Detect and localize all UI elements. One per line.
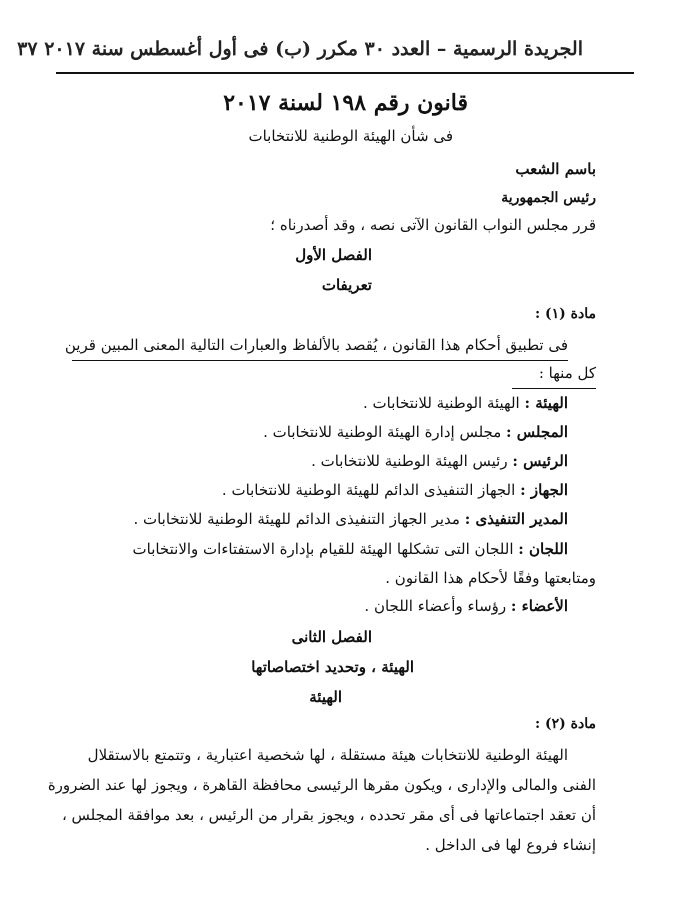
definition-text: ومتابعتها وفقًا لأحكام هذا القانون .: [385, 569, 596, 587]
definition-term: الهيئة :: [524, 394, 568, 412]
definition-text: اللجان التى تشكلها الهيئة للقيام بإدارة الاستفتاءات والانتخابات: [132, 540, 514, 558]
president-label: رئيس الجمهورية: [501, 190, 596, 206]
running-head: الجريدة الرسمية – العدد ٣٠ مكرر (ب) فى أول أغسطس سنة ٢٠١٧ ٣٧: [17, 38, 583, 60]
definition-term: اللجان :: [518, 540, 568, 558]
law-subtitle: فى شأن الهيئة الوطنية للانتخابات: [248, 127, 453, 145]
in-name-of: باسم الشعب: [515, 160, 596, 178]
definition-text: رئيس الهيئة الوطنية للانتخابات .: [311, 452, 508, 470]
definition-term: الجهاز :: [520, 481, 568, 499]
definition-text: مدير الجهاز التنفيذى الدائم للهيئة الوطنية للانتخابات .: [133, 510, 460, 528]
header-rule: [56, 72, 634, 74]
article2-label: مادة (٢) :: [534, 716, 596, 732]
enactment-line: قرر مجلس النواب القانون الآتى نصه ، وقد أصدرناه ؛: [270, 216, 596, 234]
definition-text: مجلس إدارة الهيئة الوطنية للانتخابات .: [263, 423, 502, 441]
definition-term: الرئيس :: [512, 452, 568, 470]
article2-line: إنشاء فروع لها فى الداخل .: [425, 836, 596, 854]
article2-line: أن تعقد اجتماعاتها فى أى مقر تحدده ، ويجوز بقرار من الرئيس ، بعد موافقة المجلس ،: [61, 806, 596, 824]
article1-intro-line2: كل منها :: [538, 364, 596, 382]
intro-underline-1: [72, 360, 568, 361]
chapter1-heading: الفصل الأول: [295, 246, 372, 264]
definition-row: [133, 510, 568, 528]
article2-line: الهيئة الوطنية للانتخابات هيئة مستقلة ، لها شخصية اعتبارية ، وتتمتع بالاستقلال: [87, 746, 568, 764]
definition-text: رؤساء وأعضاء اللجان .: [364, 597, 507, 615]
chapter1-subheading: تعريفات: [321, 276, 372, 294]
definition-row: [222, 481, 568, 499]
law-title: قانون رقم ١٩٨ لسنة ٢٠١٧: [223, 90, 468, 116]
definition-row: [133, 540, 569, 558]
chapter2-section: الهيئة: [309, 688, 342, 706]
article2-line: الفنى والمالى والإدارى ، ويكون مقرها الرئيسى محافظة القاهرة ، ويجوز لها عند الضرورة: [47, 776, 596, 794]
definition-row: [385, 569, 596, 587]
article1-label: مادة (١) :: [534, 306, 596, 322]
chapter2-heading: الفصل الثانى: [291, 628, 372, 646]
definition-text: الهيئة الوطنية للانتخابات .: [363, 394, 520, 412]
definition-row: [364, 597, 568, 615]
article1-intro-line1: فى تطبيق أحكام هذا القانون ، يُقصد بالألفاظ والعبارات التالية المعنى المبين قرين: [64, 336, 568, 354]
definition-term: الأعضاء :: [510, 597, 568, 615]
definition-term: المدير التنفيذى :: [464, 510, 568, 528]
definition-row: [363, 394, 568, 412]
definition-row: [311, 452, 568, 470]
chapter2-subheading: الهيئة ، وتحديد اختصاصاتها: [251, 658, 414, 676]
definition-text: الجهاز التنفيذى الدائم للهيئة الوطنية للانتخابات .: [221, 481, 516, 499]
definition-row: [263, 423, 568, 441]
definition-term: المجلس :: [506, 423, 568, 441]
intro-underline-2: [512, 388, 596, 389]
